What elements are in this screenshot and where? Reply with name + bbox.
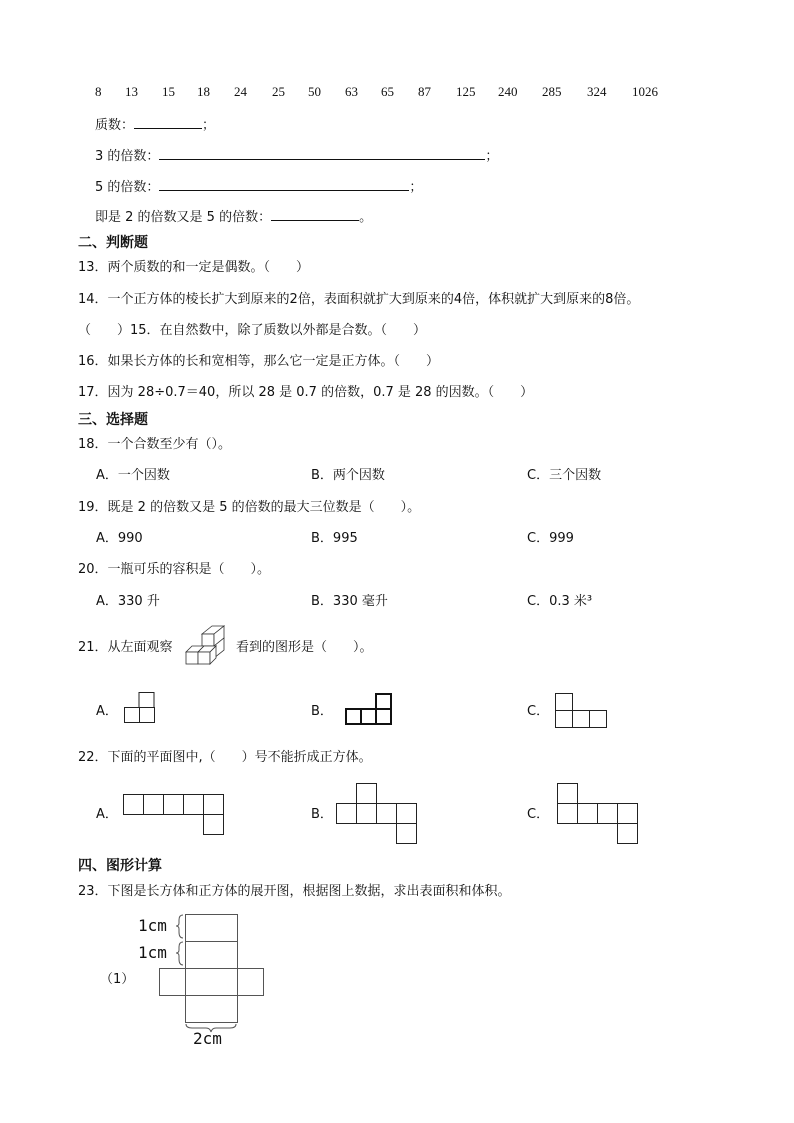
q20-option-c[interactable]: C．0.3 米³ (527, 594, 593, 609)
question-22: 22．下面的平面图中,（ ）号不能折成正方体。 (78, 750, 372, 765)
cuboid-net-figure (156, 912, 268, 1030)
number-item: 240 (498, 84, 518, 99)
question-17: 17．因为 28÷0.7＝40，所以 28 是 0.7 的倍数，0.7 是 28 的因数。（ ） (78, 385, 534, 400)
mult3-blank[interactable] (159, 147, 485, 160)
q18-option-b[interactable]: B．两个因数 (311, 468, 385, 483)
q22-option-b-label[interactable]: B． (311, 807, 333, 822)
q22-option-c-label[interactable]: C． (527, 807, 550, 822)
q22-option-c-net[interactable] (557, 783, 641, 845)
question-14: 14．一个正方体的棱长扩大到原来的2倍，表面积就扩大到原来的4倍，体积就扩大到原来的8倍。 (78, 292, 640, 307)
mult3-label: 3 的倍数： (95, 149, 160, 164)
dim-label-1: 1cm (138, 916, 167, 935)
dim-label-2: 1cm (138, 943, 167, 962)
question-21-part2: 看到的图形是（ ）。 (236, 640, 373, 655)
q18-option-c[interactable]: C．三个因数 (527, 468, 602, 483)
question-19: 19．既是 2 的倍数又是 5 的倍数的最大三位数是（ ）。 (78, 500, 421, 515)
question-21-part1: 21．从左面观察 (78, 640, 173, 655)
number-item: 63 (345, 84, 358, 99)
number-item: 24 (234, 84, 247, 99)
both-line (95, 208, 372, 226)
number-item: 18 (197, 84, 210, 99)
number-item: 50 (308, 84, 321, 99)
question-23: 23．下图是长方体和正方体的展开图，根据图上数据，求出表面积和体积。 (78, 884, 511, 899)
number-item: 13 (125, 84, 138, 99)
dim-label-3: 2cm (193, 1029, 222, 1048)
q19-option-b[interactable]: B．995 (311, 531, 358, 546)
number-item: 1026 (632, 84, 658, 99)
mult5-line (95, 178, 422, 196)
q21-option-c-label[interactable]: C． (527, 704, 550, 719)
prime-end: ； (202, 118, 216, 133)
q20-option-b[interactable]: B．330 毫升 (311, 594, 388, 609)
question-15: 15．在自然数中，除了质数以外都是合数。（ ） (130, 323, 427, 338)
q20-option-a[interactable]: A．330 升 (96, 594, 160, 609)
number-item: 324 (587, 84, 607, 99)
q18-option-a[interactable]: A．一个因数 (96, 468, 170, 483)
number-item: 15 (162, 84, 175, 99)
q22-option-a-net[interactable] (123, 794, 225, 836)
q21-option-b-label[interactable]: B． (311, 704, 333, 719)
number-item: 8 (95, 84, 102, 99)
q21-option-a-label[interactable]: A． (96, 704, 118, 719)
question-14-15-line (78, 323, 426, 339)
question-14-bracket: （ ） (78, 323, 131, 338)
q21-option-a-figure[interactable] (124, 692, 156, 724)
q19-option-c[interactable]: C．999 (527, 531, 574, 546)
number-item: 285 (542, 84, 562, 99)
question-16: 16．如果长方体的长和宽相等，那么它一定是正方体。（ ） (78, 354, 440, 369)
question-18: 18．一个合数至少有（）。 (78, 437, 232, 452)
section-choice-title: 三、选择题 (78, 412, 148, 428)
prime-blank[interactable] (134, 116, 202, 129)
number-item: 87 (418, 84, 431, 99)
q22-option-a-label[interactable]: A． (96, 807, 118, 822)
mult5-label: 5 的倍数： (95, 180, 160, 195)
mult5-blank[interactable] (159, 178, 409, 191)
both-end: 。 (359, 210, 373, 225)
section-calc-title: 四、图形计算 (78, 858, 162, 874)
prime-line (95, 116, 215, 134)
mult3-end: ； (485, 149, 499, 164)
mult3-line (95, 147, 498, 165)
cube-stack-figure (184, 624, 232, 672)
prime-label: 质数： (95, 118, 135, 133)
question-13: 13．两个质数的和一定是偶数。（ ） (78, 260, 310, 275)
q21-option-b-figure[interactable] (345, 693, 393, 726)
both-blank[interactable] (271, 208, 359, 221)
section-judge-title: 二、判断题 (78, 235, 148, 251)
number-item: 25 (272, 84, 285, 99)
part-1-label: （1） (100, 972, 135, 987)
number-item: 65 (381, 84, 394, 99)
both-label: 即是 2 的倍数又是 5 的倍数： (95, 210, 272, 225)
q21-option-c-figure[interactable] (555, 693, 609, 729)
question-20: 20．一瓶可乐的容积是（ ）。 (78, 562, 271, 577)
mult5-end: ； (409, 180, 423, 195)
q19-option-a[interactable]: A．990 (96, 531, 143, 546)
number-item: 125 (456, 84, 476, 99)
q22-option-b-net[interactable] (336, 783, 420, 845)
